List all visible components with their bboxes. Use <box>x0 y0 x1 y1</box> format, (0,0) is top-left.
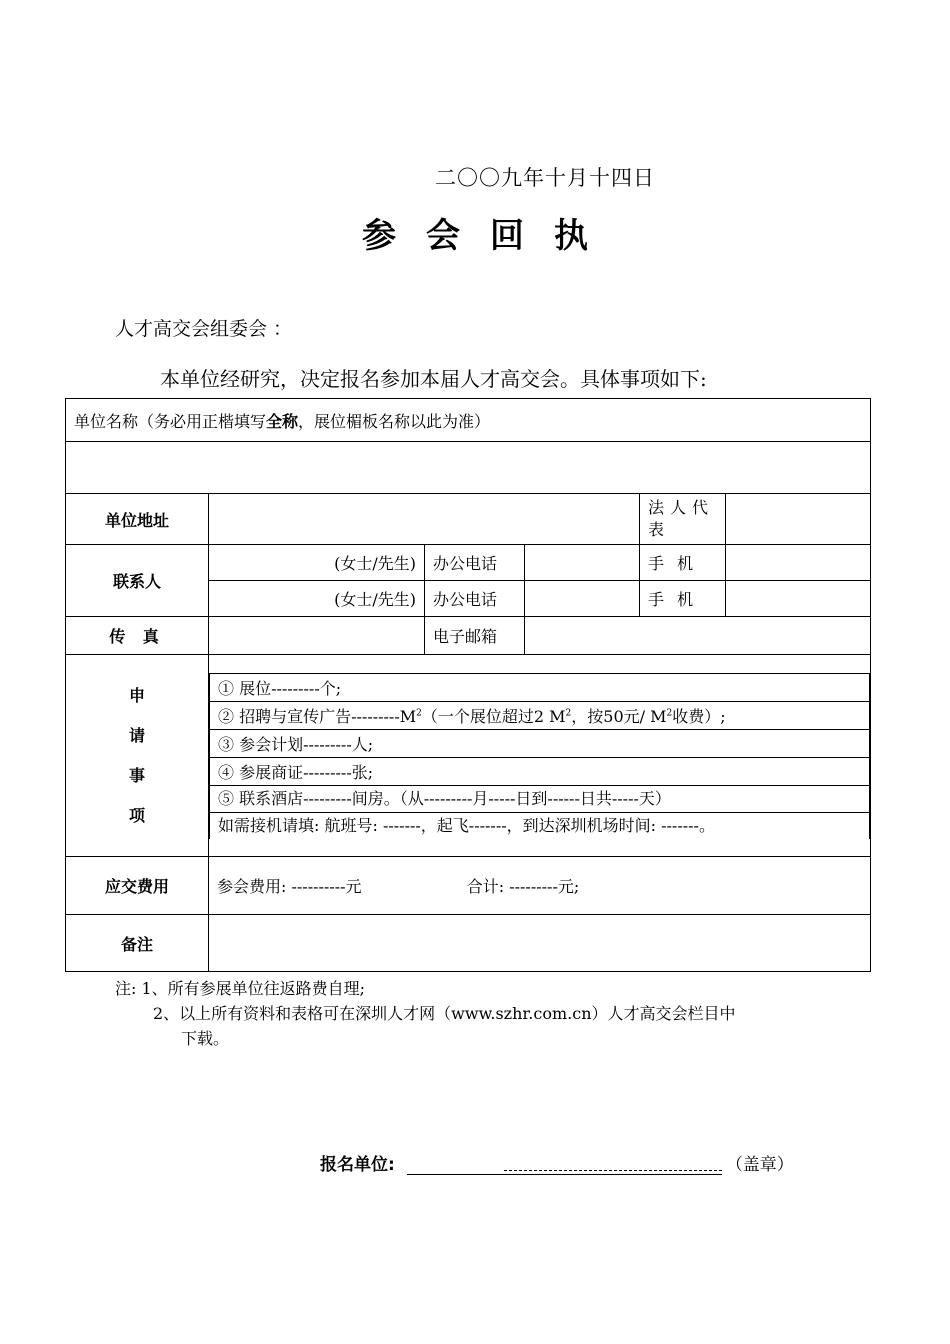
office-phone-field-1[interactable] <box>525 545 640 581</box>
signature-row <box>320 1150 794 1175</box>
document-title: 参会回执 <box>362 216 618 256</box>
item-booth[interactable]: ① 展位---------个; <box>210 673 870 701</box>
contact-2-gender[interactable]: (女士/先生) <box>209 581 425 617</box>
note-1: 注: 1、所有参展单位往返路费自理; <box>115 979 366 998</box>
note-2: 2、以上所有资料和表格可在深圳人才网（www.szhr.com.cn）人才高交会栏目中 <box>153 1004 736 1023</box>
signature-label: 报名单位: <box>320 1155 395 1175</box>
contact-1-gender[interactable]: (女士/先生) <box>209 545 425 581</box>
total-text: 合计: ---------元; <box>466 877 580 896</box>
item-attendees[interactable]: ③ 参会计划---------人; <box>210 729 870 757</box>
unit-name-label: 单位名称（务必用正楷填写全称，展位楣板名称以此为准） <box>66 399 871 442</box>
fee-row[interactable] <box>209 857 871 915</box>
email-field[interactable] <box>525 617 871 655</box>
office-phone-field-2[interactable] <box>525 581 640 617</box>
item-exhibitor-pass[interactable]: ④ 参展商证---------张; <box>210 757 870 785</box>
item-hotel[interactable]: ⑤ 联系酒店---------间房。（从---------月-----日到------日共-----天） <box>210 785 870 812</box>
intro-text: 本单位经研究，决定报名参加本届人才高交会。具体事项如下: <box>160 367 707 391</box>
item-advert[interactable]: ② 招聘与宣传广告$---------M^2$（一个展位超过2 $M^2$，按50元/ $M^2$收费）; <box>210 701 870 729</box>
contact-label: 联系人 <box>66 545 209 617</box>
mobile-field-2[interactable] <box>726 581 871 617</box>
fee-text: 参会费用: ----------元 <box>217 877 362 896</box>
email-label: 电子邮箱 <box>425 617 525 655</box>
note-2-cont: 下载。 <box>181 1029 230 1048</box>
office-phone-label-2: 办公电话 <box>425 581 525 617</box>
addressee: 人才高交会组委会 ： <box>115 318 293 340</box>
apply-items-label: 申 请 事 项 <box>66 655 209 857</box>
legal-rep-label: 法人代表 <box>640 494 726 545</box>
registration-form <box>65 398 871 972</box>
fax-field[interactable] <box>209 617 425 655</box>
mobile-label-1: 手 机 <box>640 545 726 581</box>
mobile-field-1[interactable] <box>726 545 871 581</box>
unit-address-field[interactable] <box>209 494 640 545</box>
seal-text: （盖章） <box>725 1155 794 1175</box>
notes <box>115 976 855 1051</box>
unit-name-field[interactable] <box>66 442 871 494</box>
fee-label: 应交费用 <box>66 857 209 915</box>
office-phone-label-1: 办公电话 <box>425 545 525 581</box>
fax-label: 传 真 <box>66 617 209 655</box>
item-airport-pickup[interactable]: 如需接机请填: 航班号: -------，起飞-------，到达深圳机场时间: -------。 <box>210 812 870 839</box>
signature-field[interactable] <box>407 1156 722 1175</box>
unit-address-label: 单位地址 <box>66 494 209 545</box>
apply-items-list <box>209 655 871 857</box>
remark-field[interactable] <box>209 915 871 972</box>
remark-label: 备注 <box>66 915 209 972</box>
mobile-label-2: 手 机 <box>640 581 726 617</box>
document-date: 二〇〇九年十月十四日 <box>435 166 655 190</box>
legal-rep-field[interactable] <box>726 494 871 545</box>
